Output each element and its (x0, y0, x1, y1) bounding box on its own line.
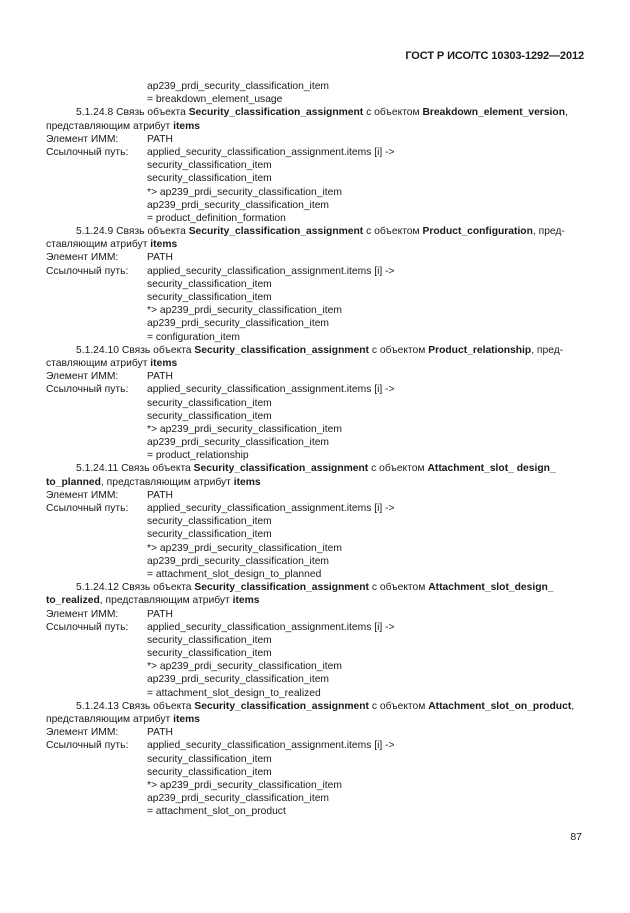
path-row (46, 766, 586, 779)
attribute-name: items (233, 476, 261, 488)
path-line: *> ap239_prdi_security_classification_item (147, 305, 342, 317)
path-line: *> ap239_prdi_security_classification_item (147, 779, 342, 791)
path-line: security_classification_item (147, 278, 272, 290)
path-row (46, 660, 586, 673)
path-line: security_classification_item (147, 410, 272, 422)
target-entity: Attachment_slot_on_product (428, 700, 572, 712)
element-row (46, 489, 586, 502)
path-row (46, 805, 586, 818)
path-line: security_classification_item (147, 766, 272, 778)
section-number: 5.1.24.9 (76, 226, 114, 238)
path-label: Ссылочный путь: (46, 384, 129, 396)
path-label-spacer (46, 515, 147, 528)
target-entity-cont: to_planned (46, 476, 101, 488)
path-row (46, 278, 586, 291)
section-heading-line (46, 581, 586, 594)
section-number: 5.1.24.8 (76, 107, 114, 119)
section-text: Связь объекта (121, 463, 191, 475)
path-label: Ссылочный путь: (46, 621, 129, 633)
path-row (46, 542, 586, 555)
intro-path-line: ap239_prdi_security_classification_item (147, 81, 330, 92)
target-entity-cont: to_realized (46, 595, 100, 607)
path-row (46, 634, 586, 647)
path-row (46, 186, 586, 199)
path-label-spacer (46, 687, 147, 700)
section-heading-line (46, 700, 586, 713)
page-number: 87 (570, 831, 582, 843)
section-heading-line (46, 344, 586, 357)
path-line: security_classification_item (147, 648, 272, 660)
section-text: с объектом (366, 226, 420, 238)
element-row (46, 370, 586, 383)
path-line: = product_definition_formation (147, 212, 286, 224)
element-label: Элемент ИММ: (46, 489, 119, 501)
section-text: с объектом (371, 582, 426, 594)
path-line: security_classification_item (147, 292, 272, 303)
section-heading-line (46, 713, 586, 726)
path-row (46, 265, 586, 278)
path-label-spacer (46, 528, 147, 541)
path-row (46, 304, 586, 317)
path-label-spacer (46, 753, 147, 766)
element-value: PATH (147, 608, 173, 620)
path-row (46, 673, 586, 686)
element-value: PATH (147, 727, 173, 739)
section (46, 344, 586, 463)
target-entity: Product_relationship (428, 344, 532, 356)
path-row (46, 555, 586, 568)
path-line: security_classification_item (147, 160, 272, 172)
path-label-spacer (46, 449, 147, 462)
section-text: Связь объекта (116, 226, 186, 238)
path-line: security_classification_item (147, 173, 272, 185)
element-row (46, 133, 586, 146)
section-heading-line (46, 462, 586, 475)
section (46, 225, 586, 344)
path-label: Ссылочный путь: (46, 146, 129, 158)
element-label: Элемент ИММ: (46, 133, 119, 145)
section-text: , представляющим атрибут (100, 476, 231, 488)
section (46, 106, 586, 225)
attribute-name: items (232, 595, 260, 607)
section-heading-line (46, 238, 586, 251)
path-row (46, 423, 586, 436)
path-row (46, 172, 586, 185)
section-number: 5.1.24.12 (76, 582, 119, 594)
path-row (46, 621, 586, 634)
target-entity: Attachment_slot_ design_ (427, 463, 556, 475)
section-heading-line (46, 120, 586, 133)
section (46, 581, 586, 700)
path-label-spacer (46, 304, 147, 317)
path-line: security_classification_item (147, 529, 272, 541)
path-line: ap239_prdi_security_classification_item (147, 555, 330, 567)
sections-container (46, 106, 586, 818)
path-row (46, 647, 586, 660)
section (46, 462, 586, 581)
path-label: Ссылочный путь: (46, 740, 129, 752)
element-row (46, 726, 586, 739)
path-line: = product_relationship (147, 450, 249, 462)
path-line: applied_security_classification_assignment.items [i] -> (147, 621, 395, 633)
path-line: *> ap239_prdi_security_classification_item (147, 542, 342, 554)
path-row (46, 568, 586, 581)
path-line: applied_security_classification_assignment.items [i] -> (147, 384, 395, 396)
path-row (46, 515, 586, 528)
target-entity: Product_configuration (422, 226, 533, 238)
section-heading-line (46, 357, 586, 370)
section-text: Связь объекта (121, 700, 192, 712)
entity-name: Security_classification_assignment (194, 700, 369, 712)
path-label-spacer (46, 186, 147, 199)
path-label-spacer (46, 660, 147, 673)
path-line: security_classification_item (147, 516, 272, 528)
section-heading-line (46, 225, 586, 238)
section-text: представляющим атрибут (46, 120, 171, 132)
section-number: 5.1.24.13 (76, 700, 119, 712)
path-label-spacer (46, 317, 147, 330)
path-row (46, 383, 586, 396)
attribute-name: items (173, 714, 201, 725)
element-value: PATH (147, 489, 173, 501)
entity-name: Security_classification_assignment (194, 582, 369, 594)
section-text: представляющим атрибут (46, 714, 171, 725)
element-label: Элемент ИММ: (46, 252, 119, 264)
path-row (46, 331, 586, 344)
section-text: , представляющим атрибут (99, 595, 230, 607)
path-row (46, 502, 586, 515)
path-row (46, 291, 586, 304)
path-label-spacer (46, 766, 147, 779)
path-row (46, 410, 586, 423)
element-row (46, 608, 586, 621)
path-label-spacer (46, 199, 147, 212)
path-label-spacer (46, 436, 147, 449)
document-body (46, 80, 586, 819)
path-label-spacer (46, 423, 147, 436)
attribute-name: items (173, 120, 201, 132)
attribute-name: items (150, 357, 178, 369)
element-value: PATH (147, 371, 173, 383)
path-row (46, 199, 586, 212)
path-line: = configuration_item (147, 331, 241, 343)
element-value: PATH (147, 133, 173, 145)
path-line: security_classification_item (147, 753, 272, 765)
path-line: *> ap239_prdi_security_classification_item (147, 661, 342, 673)
section-heading-line (46, 106, 586, 119)
path-line: applied_security_classification_assignment.items [i] -> (147, 146, 395, 158)
path-label-spacer (46, 805, 147, 818)
element-value: PATH (147, 252, 173, 264)
document-header: ГОСТ Р ИСО/ТС 10303-1292—2012 (405, 50, 584, 62)
path-line: ap239_prdi_security_classification_item (147, 199, 330, 211)
element-label: Элемент ИММ: (46, 608, 119, 620)
path-line: = attachment_slot_design_to_planned (147, 568, 322, 580)
section-text: , (564, 107, 568, 119)
entity-name: Security_classification_assignment (188, 226, 364, 238)
path-label-spacer (46, 568, 147, 581)
path-line: applied_security_classification_assignment.items [i] -> (147, 740, 395, 752)
path-label-spacer (46, 542, 147, 555)
path-row (46, 397, 586, 410)
element-label: Элемент ИММ: (46, 727, 119, 739)
path-line: security_classification_item (147, 634, 272, 646)
path-label-spacer (46, 331, 147, 344)
section-text: Связь объекта (121, 582, 192, 594)
section-text: , пред- (532, 226, 565, 238)
section-heading-line (46, 476, 586, 489)
path-label: Ссылочный путь: (46, 265, 129, 277)
section-text: , пред- (531, 344, 564, 356)
intro-path-line: = breakdown_element_usage (147, 94, 283, 106)
section (46, 700, 586, 819)
entity-name: Security_classification_assignment (193, 463, 369, 475)
section-text: ставляющим атрибут (46, 239, 148, 251)
path-row (46, 739, 586, 752)
path-row (46, 753, 586, 766)
path-label-spacer (46, 673, 147, 686)
path-label-spacer (46, 634, 147, 647)
entity-name: Security_classification_assignment (188, 107, 364, 119)
path-line: security_classification_item (147, 397, 272, 409)
path-label: Ссылочный путь: (46, 503, 129, 514)
path-label-spacer (46, 291, 147, 304)
path-line: applied_security_classification_assignment.items [i] -> (147, 503, 395, 514)
path-line: *> ap239_prdi_security_classification_item (147, 423, 342, 435)
section-text: с объектом (371, 463, 425, 475)
section-heading-line (46, 594, 586, 607)
path-row (46, 317, 586, 330)
section-text: с объектом (371, 344, 426, 356)
attribute-name: items (150, 239, 178, 251)
path-line: ap239_prdi_security_classification_item (147, 674, 330, 686)
path-line: ap239_prdi_security_classification_item (147, 793, 330, 805)
path-label-spacer (46, 647, 147, 660)
path-row (46, 436, 586, 449)
section-text: Связь объекта (121, 344, 192, 356)
section-number: 5.1.24.10 (76, 344, 119, 356)
entity-name: Security_classification_assignment (194, 344, 369, 356)
path-row (46, 449, 586, 462)
target-entity: Breakdown_element_version (422, 107, 565, 119)
path-label-spacer (46, 212, 147, 225)
path-line: applied_security_classification_assignment.items [i] -> (147, 265, 395, 277)
path-label-spacer (46, 410, 147, 423)
path-line: ap239_prdi_security_classification_item (147, 437, 330, 449)
path-row (46, 779, 586, 792)
path-label-spacer (46, 555, 147, 568)
path-row (46, 159, 586, 172)
path-label-spacer (46, 278, 147, 291)
path-line: = attachment_slot_on_product (147, 806, 286, 818)
path-label-spacer (46, 792, 147, 805)
path-line: *> ap239_prdi_security_classification_item (147, 186, 342, 198)
path-row (46, 792, 586, 805)
section-number: 5.1.24.11 (76, 463, 119, 475)
element-row (46, 251, 586, 264)
path-label-spacer (46, 159, 147, 172)
path-label-spacer (46, 779, 147, 792)
section-text: , (571, 700, 575, 712)
path-line: = attachment_slot_design_to_realized (147, 687, 321, 699)
path-line: ap239_prdi_security_classification_item (147, 318, 330, 330)
section-text: с объектом (366, 107, 420, 119)
section-text: с объектом (371, 700, 426, 712)
path-row (46, 687, 586, 700)
path-row (46, 528, 586, 541)
path-row (46, 146, 586, 159)
target-entity: Attachment_slot_design_ (428, 582, 554, 594)
path-row (46, 212, 586, 225)
path-label-spacer (46, 172, 147, 185)
section-text: Связь объекта (116, 107, 186, 119)
element-label: Элемент ИММ: (46, 371, 119, 383)
section-text: ставляющим атрибут (46, 357, 148, 369)
path-label-spacer (46, 397, 147, 410)
